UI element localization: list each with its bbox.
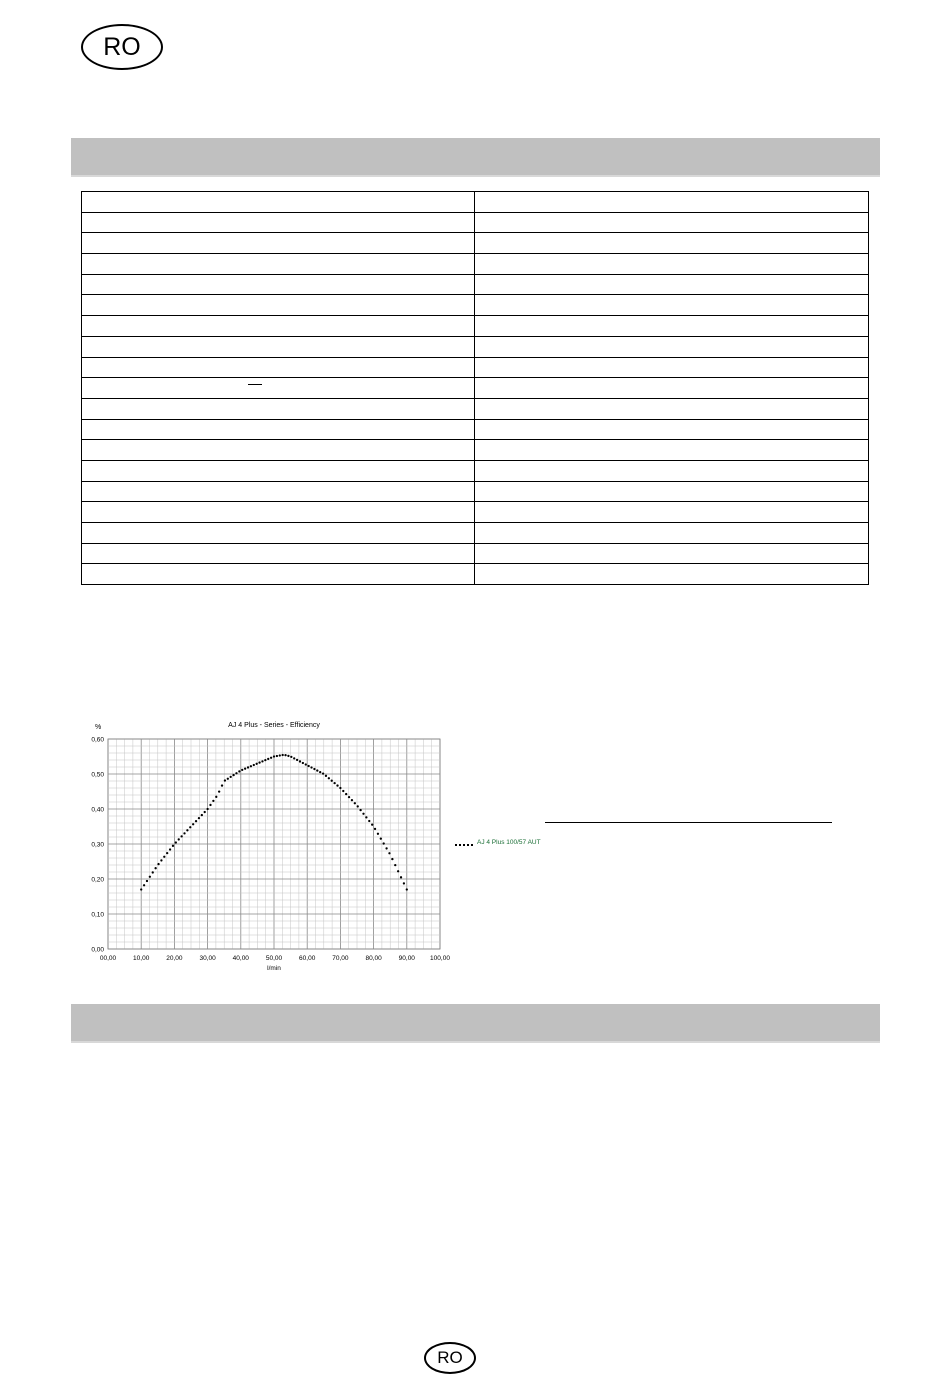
table-row	[82, 295, 869, 316]
table-row	[82, 274, 869, 295]
series-point	[362, 813, 364, 815]
table-row	[82, 460, 869, 481]
spec-label-cell	[82, 523, 475, 544]
x-tick-label: 20,00	[166, 955, 183, 962]
series-point	[186, 829, 188, 831]
series-point	[276, 755, 278, 757]
y-tick-label: 0,00	[91, 946, 104, 954]
series-point	[394, 864, 396, 866]
series-point	[339, 787, 341, 789]
series-point	[290, 756, 292, 758]
series-point	[154, 867, 156, 869]
spec-label-cell	[82, 336, 475, 357]
chart-title: AJ 4 Plus - Series - Efficiency	[228, 722, 320, 729]
series-point	[293, 757, 295, 759]
table-row	[82, 316, 869, 337]
table-row	[82, 419, 869, 440]
spec-value-cell	[475, 419, 869, 440]
series-point	[316, 769, 318, 771]
series-point	[198, 817, 200, 819]
table-row	[82, 502, 869, 523]
series-point	[201, 814, 203, 816]
series-point	[380, 838, 382, 840]
legend-series-marker	[455, 844, 473, 846]
spec-value-cell	[475, 357, 869, 378]
spec-label-cell	[82, 254, 475, 275]
series-point	[143, 884, 145, 886]
series-point	[397, 870, 399, 872]
series-point	[385, 847, 387, 849]
spec-label-cell	[82, 481, 475, 502]
spec-value-cell	[475, 502, 869, 523]
series-point	[166, 852, 168, 854]
series-point	[218, 791, 220, 793]
series-point	[388, 852, 390, 854]
series-point	[368, 820, 370, 822]
spec-value-cell	[475, 316, 869, 337]
x-tick-label: 50,00	[265, 955, 283, 962]
series-point	[296, 759, 298, 761]
spec-value-cell	[475, 398, 869, 419]
series-point	[267, 758, 269, 760]
series-point	[206, 808, 208, 810]
language-badge-bottom: RO	[424, 1342, 476, 1374]
x-tick-label: 70,00	[332, 955, 349, 962]
series-point	[319, 771, 321, 773]
series-point	[325, 775, 327, 777]
series-point	[230, 776, 232, 778]
table-row	[82, 440, 869, 461]
series-point	[374, 828, 376, 830]
chart-grid	[108, 739, 440, 949]
spec-label-cell	[82, 419, 475, 440]
spec-value-cell	[475, 336, 869, 357]
series-point	[313, 768, 315, 770]
series-point	[377, 833, 379, 835]
spec-value-cell	[475, 192, 869, 213]
spec-label-cell	[82, 233, 475, 254]
x-tick-label: 90,00	[398, 955, 415, 962]
spec-value-cell	[475, 212, 869, 233]
y-tick-label: 0,10	[91, 911, 104, 919]
table-row	[82, 336, 869, 357]
spec-value-cell	[475, 295, 869, 316]
table-row	[82, 378, 869, 399]
series-point	[302, 762, 304, 764]
spec-value-cell	[475, 233, 869, 254]
series-point	[189, 826, 191, 828]
spec-label-cell	[82, 460, 475, 481]
series-point	[175, 841, 177, 843]
x-tick-label: 60,00	[299, 955, 316, 962]
series-point	[152, 871, 154, 873]
spec-value-cell	[475, 481, 869, 502]
series-point	[284, 754, 286, 756]
spec-value-cell	[475, 378, 869, 399]
series-point	[146, 880, 148, 882]
spec-label-cell	[82, 398, 475, 419]
series-point	[305, 763, 307, 765]
series-point	[221, 784, 223, 786]
series-point	[212, 800, 214, 802]
series-point	[287, 755, 289, 757]
series-point	[383, 842, 385, 844]
series-point	[160, 859, 162, 861]
table-row	[82, 357, 869, 378]
series-point	[359, 809, 361, 811]
series-point	[348, 796, 350, 798]
series-point	[371, 824, 373, 826]
series-point	[172, 845, 174, 847]
series-point	[342, 790, 344, 792]
spec-value-cell	[475, 254, 869, 275]
chart-x-axis-label: l/min	[267, 965, 281, 972]
table-row	[82, 543, 869, 564]
efficiency-chart	[80, 715, 460, 977]
chart-legend	[449, 834, 539, 872]
series-point	[406, 888, 408, 890]
series-point	[163, 856, 165, 858]
y-tick-label: 0,20	[91, 876, 104, 884]
series-point	[336, 784, 338, 786]
series-point	[204, 811, 206, 813]
series-point	[195, 820, 197, 822]
spec-label-cell	[82, 316, 475, 337]
series-point	[140, 888, 142, 890]
series-point	[264, 759, 266, 761]
spec-label-cell	[82, 295, 475, 316]
series-point	[357, 805, 359, 807]
y-tick-label: 0,40	[91, 806, 104, 814]
series-point	[178, 838, 180, 840]
series-point	[403, 882, 405, 884]
series-point	[282, 754, 284, 756]
legend-series-label: AJ 4 Plus 100/57 AUT	[477, 839, 541, 846]
spec-value-cell	[475, 440, 869, 461]
series-point	[258, 761, 260, 763]
series-point	[261, 760, 263, 762]
table-row	[82, 233, 869, 254]
series-point	[273, 755, 275, 757]
x-tick-label: 100,00	[430, 955, 450, 962]
table-row	[82, 212, 869, 233]
language-badge-top: RO	[81, 24, 163, 70]
y-tick-label: 0,60	[91, 736, 104, 744]
table-row	[82, 523, 869, 544]
spec-label-cell	[82, 192, 475, 213]
spec-label-cell	[82, 357, 475, 378]
spec-value-cell	[475, 523, 869, 544]
series-point	[400, 876, 402, 878]
spec-value-cell	[475, 274, 869, 295]
series-point	[345, 793, 347, 795]
series-point	[299, 760, 301, 762]
section-header-band-2	[71, 1004, 880, 1043]
x-tick-label: 10,00	[133, 955, 150, 962]
series-point	[331, 780, 333, 782]
table-row	[82, 481, 869, 502]
series-point	[227, 778, 229, 780]
series-point	[307, 765, 309, 767]
series-point	[351, 799, 353, 801]
x-tick-label: 30,00	[199, 955, 216, 962]
series-point	[391, 858, 393, 860]
series-point	[333, 782, 335, 784]
table-row	[82, 398, 869, 419]
series-point	[328, 777, 330, 779]
x-tick-label: 40,00	[232, 955, 249, 962]
series-point	[238, 770, 240, 772]
section-header-band-1	[71, 138, 880, 177]
series-point	[209, 804, 211, 806]
x-tick-label: 00,00	[99, 955, 117, 962]
series-point	[183, 832, 185, 834]
spec-label-cell	[82, 564, 475, 585]
series-point	[235, 772, 237, 774]
spec-label-cell	[82, 212, 475, 233]
series-point	[247, 766, 249, 768]
y-tick-label: 0,50	[91, 771, 104, 779]
table-row	[82, 564, 869, 585]
series-point	[270, 757, 272, 759]
series-point	[157, 863, 159, 865]
series-point	[322, 772, 324, 774]
series-point	[250, 765, 252, 767]
series-point	[244, 768, 246, 770]
signature-line	[545, 822, 832, 823]
spec-label-cell	[82, 502, 475, 523]
series-point	[169, 848, 171, 850]
series-point	[215, 796, 217, 798]
chart-y-axis-label: %	[95, 724, 102, 731]
spec-label-cell	[82, 543, 475, 564]
spec-label-cell	[82, 274, 475, 295]
spec-value-cell	[475, 460, 869, 481]
spec-table	[81, 191, 869, 585]
x-tick-label: 80,00	[365, 955, 382, 962]
series-point	[149, 876, 151, 878]
series-point	[354, 802, 356, 804]
series-point	[232, 774, 234, 776]
series-point	[253, 764, 255, 766]
series-point	[241, 769, 243, 771]
series-point	[180, 835, 182, 837]
series-point	[256, 763, 258, 765]
series-point	[365, 816, 367, 818]
series-point	[310, 766, 312, 768]
spec-label-cell	[82, 440, 475, 461]
y-tick-label: 0,30	[91, 841, 104, 849]
series-point	[279, 754, 281, 756]
spec-value-cell	[475, 564, 869, 585]
table-row	[82, 192, 869, 213]
spec-value-cell	[475, 543, 869, 564]
table-row	[82, 254, 869, 275]
spec-label-cell	[82, 378, 475, 399]
table-dash-mark	[248, 384, 262, 385]
series-point	[224, 779, 226, 781]
series-point	[192, 823, 194, 825]
